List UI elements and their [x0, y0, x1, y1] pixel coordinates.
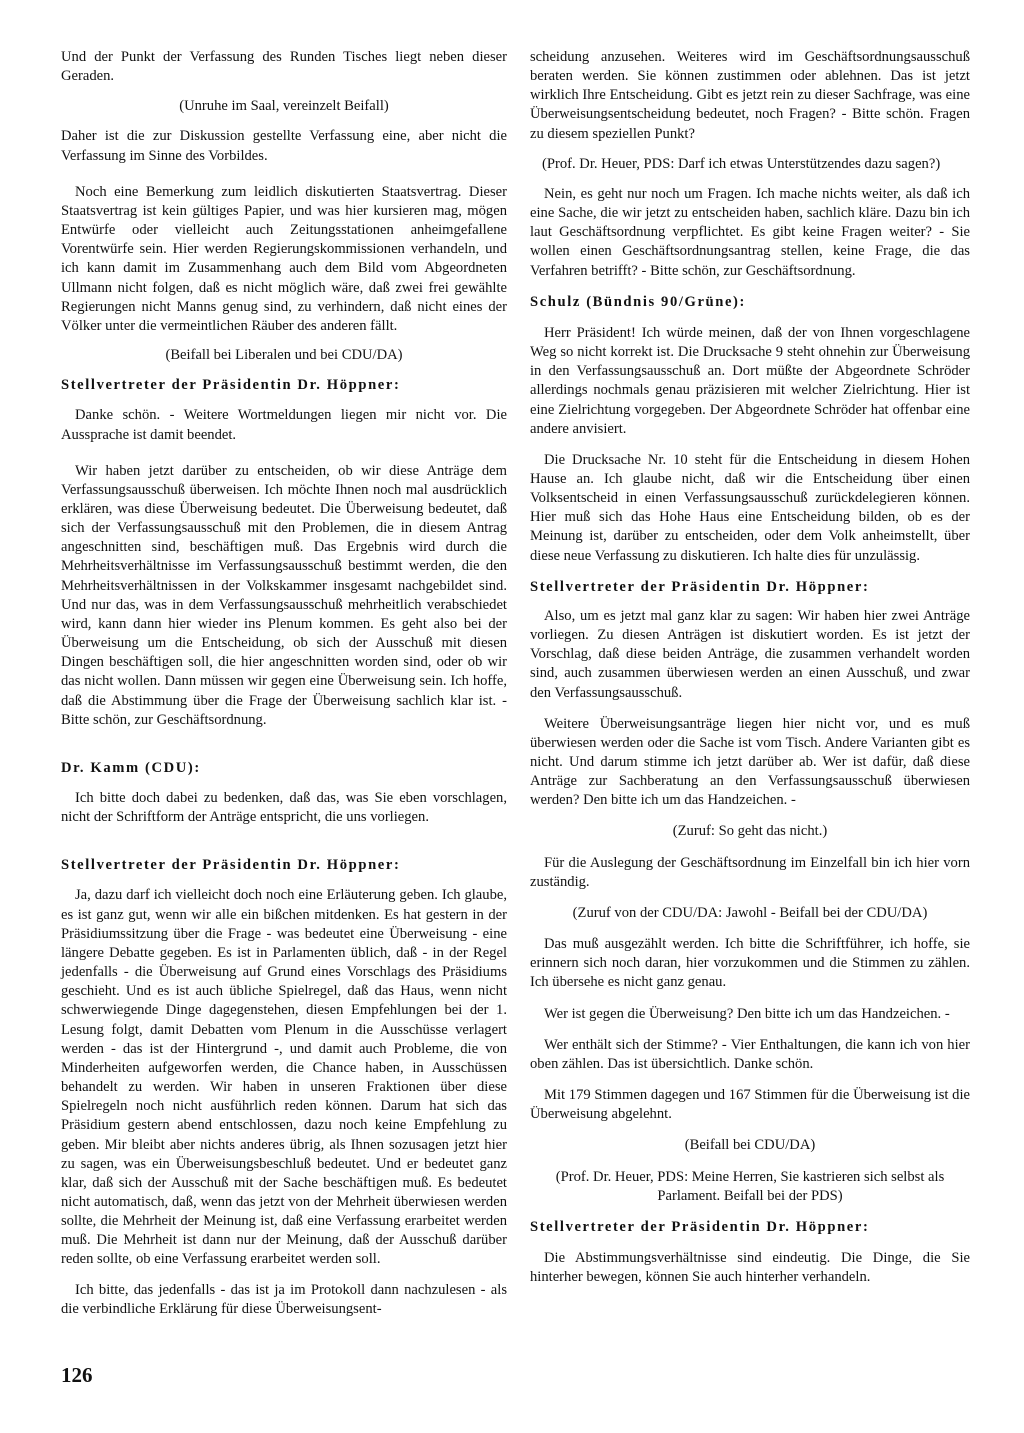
left-column [61, 48, 507, 1319]
interjection: (Prof. Dr. Heuer, PDS: Meine Herren, Sie kastrieren sich selbst als Parlament. Beifall bei der PDS) [555, 1168, 945, 1204]
interjection: (Zuruf: So geht das nicht.) [672, 823, 828, 840]
paragraph: Die Drucksache Nr. 10 steht für die Entscheidung in diesem Hohen Hause an. Ich glaube nicht, daß wir die Entscheidung über einen Volksentscheid in einen Verfassungsausschuß zurückdelegieren können. Hier muß sich das Hohe Haus eine Entscheidung bilden, ob es der Meinung ist, darüber zu entscheiden, oder dem Volk anheimstellt, über diese neue Verfassung zu diskutieren. Ich halte dies für unzulässig. [530, 451, 970, 564]
page-number: 126 [61, 1363, 93, 1387]
paragraph: Noch eine Bemerkung zum leidlich diskutierten Staatsvertrag. Dieser Staatsvertrag ist kein gültiges Papier, und was hier kursieren mag, mögen Entwürfe oder vielleicht auch Zeitungsstationen anheimgefallene Vorentwürfe sein. Hier werden Regierungskommissionen verhandeln, und ich kann damit im Zusammenhang auch dem Bild vom Abgeordneten Ullmann nicht folgen, daß es nicht möglich wäre, daß zwei frei gewählte Regierungen nicht Manns genug sind, zu verhindern, daß nicht eines der Völker unter die vermeintlichen Räuber des anderen fällt. [61, 183, 507, 334]
paragraph: Wer ist gegen die Überweisung? Den bitte ich um das Handzeichen. - [544, 1005, 950, 1022]
speaker-heading: Stellvertreter der Präsidentin Dr. Höppner: [61, 857, 401, 874]
paragraph: Daher ist die zur Diskussion gestellte Verfassung eine, aber nicht die Verfassung im Sinne des Vorbildes. [61, 128, 507, 164]
paragraph: Wer enthält sich der Stimme? - Vier Enthaltungen, die kann ich von hier oben zählen. Das ist übersichtlich. Danke schön. [530, 1036, 970, 1072]
interjection: (Beifall bei CDU/DA) [684, 1137, 816, 1154]
paragraph: Die Abstimmungsverhältnisse sind eindeutig. Die Dinge, die Sie hinterher bewegen, können Sie auch hinterher verhandeln. [530, 1249, 970, 1286]
paragraph: Also, um es jetzt mal ganz klar zu sagen: Wir haben hier zwei Anträge vorliegen. Zu diesen Anträgen ist diskutiert worden. Es ist jetzt der Vorschlag, daß diese beiden Anträge, die zusammen verhandelt worden sind, auch zusammen überwiesen werden an einen Ausschuß, und zwar den Verfassungsausschuß. [530, 607, 970, 701]
paragraph: Ich bitte, das jedenfalls - das ist ja im Protokoll dann nachzulesen - als die verbindliche Erklärung für diese Überweisungsent- [61, 1281, 507, 1317]
paragraph: Mit 179 Stimmen dagegen und 167 Stimmen für die Überweisung ist die Überweisung abgelehnt. [530, 1087, 970, 1123]
right-column [530, 48, 970, 1287]
paragraph: Weitere Überweisungsanträge liegen hier nicht vor, und es muß überwiesen werden oder die Sache ist vom Tisch. Andere Varianten gibt es nicht. Und darum stimme ich jetzt darüber ab. Wer ist dafür, daß diese Anträge zur Sachberatung an den Verfassungsausschuß überwiesen werden? Den bitte ich um das Handzeichen. - [530, 715, 970, 809]
interjection: (Zuruf von der CDU/DA: Jawohl - Beifall bei der CDU/DA) [572, 904, 928, 921]
speaker-heading: Stellvertreter der Präsidentin Dr. Höppner: [530, 1218, 870, 1235]
speaker-heading: Stellvertreter der Präsidentin Dr. Höppner: [61, 377, 401, 394]
paragraph: Ja, dazu darf ich vielleicht doch noch eine Erläuterung geben. Ich glaube, es ist ganz gut, wenn wir alle ein bißchen mitdenken. Es hat gestern in der Präsidiumssitzung über die Frage - was bedeutet eine Überweisung - eine längere Debatte gegeben. Es ist in Parlamenten üblich, daß - in der Regel jedenfalls - die Überweisung auf Grund eines Vorschlags des Präsidiums geschieht. Und es ist auch übliche Spielregel, daß das Haus, wenn nicht schwerwiegende Dinge dagegenstehen, diesen Empfehlungen bei der 1. Lesung folgt, damit Debatten vom Plenum in die Ausschüsse verlagert werden - das ist der Hintergrund -, und damit auch Probleme, die von Minderheiten aufgeworfen werden, die Chance haben, in Ausschüssen behandelt zu werden. Wir haben in unseren Fraktionen über diese Spielregeln noch nicht ausführlich reden können. Darum hat sich das Präsidium gestern abend entschlossen, dazu noch keine Empfehlung zu geben. Mir bleibt aber nichts anderes übrig, als Ihnen sozusagen jetzt hier zu sagen, was ein Überweisungsbeschluß bedeutet. Und er bedeutet ganz klar, daß sich der Ausschuß mit der Sache beschäftigen muß. Es bedeutet nicht automatisch, daß, wenn das jetzt von der Mehrheit überwiesen werden sollte, die Mehrheit der Meinung ist, daß eine Verfassung erarbeitet werden muß. Die Mehrheit ist dann nur der Meinung, daß der Ausschuß darüber reden sollte, ob eine Verfassung erarbeitet werden soll. [61, 887, 507, 1268]
paragraph: Nein, es geht nur noch um Fragen. Ich mache nichts weiter, als daß ich eine Sache, die wir jetzt zu entscheiden haben, sachlich kläre. Dazu bin ich laut Geschäftsordnung verpflichtet. Es gibt keine Fragen weiter? - Sie wollen einen Geschäftsordnungsantrag stellen, keine Frage, die das Verfahren betrifft? - Bitte schön, zur Geschäftsordnung. [530, 185, 970, 279]
paragraph: Wir haben jetzt darüber zu entscheiden, ob wir diese Anträge dem Verfassungsausschuß überweisen. Ich möchte Ihnen noch mal ausdrücklich erklären, was diese Überweisung bedeutet. Die Überweisung bedeutet, daß sich der Verfassungsausschuß mit den Problemen, die in diesem Antrag angeschnitten sind, beschäftigen muß. Das Ergebnis wird durch die Mehrheitsverhältnisse im Verfassungsausschuß bestimmt werden, die den Mehrheitsverhältnissen in der Volkskammer insgesamt nachgebildet sind. Und nur das, was in dem Verfassungsausschuß mehrheitlich verabschiedet wird, kann dann hier wieder ins Plenum kommen. Es geht also bei der Überweisung um die Entscheidung, ob sich der Ausschuß mit diesen Dingen beschäftigen soll, die hier angeschnitten worden sind, oder ob wir das nicht wollen. Dann müssen wir gegen eine Überweisung sein. Ich hoffe, daß die Abstimmung über die Frage der Überweisung sachlich klar ist. - Bitte schön, zur Geschäftsordnung. [61, 462, 507, 728]
speaker-heading: Dr. Kamm (CDU): [61, 759, 201, 776]
paragraph: Und der Punkt der Verfassung des Runden Tisches liegt neben dieser Geraden. [61, 49, 507, 85]
paragraph: Ich bitte doch dabei zu bedenken, daß das, was Sie eben vorschlagen, nicht der Schriftform der Anträge entspricht, die uns vorliegen. [61, 790, 507, 826]
paragraph: Für die Auslegung der Geschäftsordnung im Einzelfall bin ich hier vorn zuständig. [530, 854, 970, 890]
paragraph: Danke schön. - Weitere Wortmeldungen liegen mir nicht vor. Die Aussprache ist damit beendet. [61, 407, 507, 443]
interjection: (Beifall bei Liberalen und bei CDU/DA) [165, 347, 403, 364]
interjection: (Unruhe im Saal, vereinzelt Beifall) [179, 98, 389, 115]
paragraph: scheidung anzusehen. Weiteres wird im Geschäftsordnungsausschuß beraten werden. Sie können zustimmen oder ablehnen. Das ist jetzt wirklich Ihre Entscheidung. Gibt es jetzt rein zu dieser Sachfrage, was eine Überweisungsentscheidung bedeutet, noch Fragen? - Bitte schön. Fragen zu diesem speziellen Punkt? [530, 49, 970, 142]
paragraph: Herr Präsident! Ich würde meinen, daß der von Ihnen vorgeschlagene Weg so nicht korrekt ist. Die Drucksache 9 steht ohnehin zur Überweisung in den Verfassungsausschuß an. Dort müßte der Abgeordnete Schröder allerdings nochmals genau präzisieren mit welcher Zielrichtung. Hier ist eine Zielrichtung vorgegeben. Der Abgeordnete Schröder hat offenbar eine andere anvisiert. [530, 324, 970, 437]
interjection: (Prof. Dr. Heuer, PDS: Darf ich etwas Unterstützendes dazu sagen?) [542, 155, 941, 172]
paragraph: Das muß ausgezählt werden. Ich bitte die Schriftführer, ich hoffe, sie erinnern sich noch daran, hier vorzukommen und die Stimmen zu zählen. Ich übersehe es nicht ganz genau. [530, 936, 970, 991]
speaker-heading: Schulz (Bündnis 90/Grüne): [530, 293, 746, 310]
speaker-heading: Stellvertreter der Präsidentin Dr. Höppner: [530, 578, 870, 595]
